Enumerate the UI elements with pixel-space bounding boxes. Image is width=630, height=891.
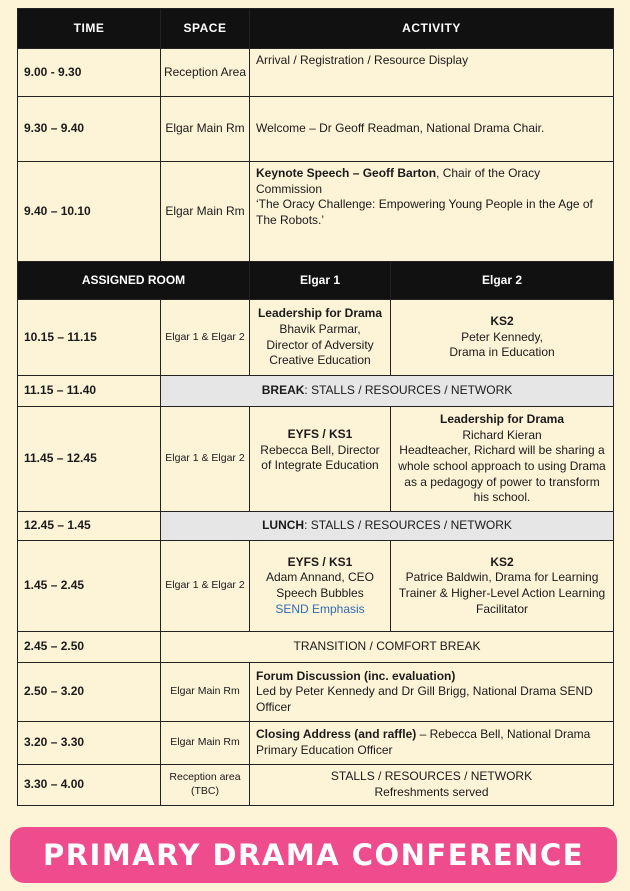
row-activity — [250, 722, 614, 765]
keynote-quote: ‘The Oracy Challenge: Empowering Young People in the Age of The Robots.’ — [256, 197, 593, 227]
forum-title: Forum Discussion (inc. evaluation) — [256, 668, 456, 683]
session-title: EYFS / KS1 — [287, 427, 353, 441]
row-space: Elgar 1 & Elgar 2 — [161, 407, 250, 512]
session-detail: Speech Bubbles — [276, 586, 364, 600]
header-time: TIME — [18, 9, 161, 49]
session-title: KS2 — [490, 314, 514, 329]
elgar1-session — [250, 300, 391, 376]
row-space: Reception Area — [161, 49, 250, 97]
header-elgar1: Elgar 1 — [250, 262, 391, 300]
schedule-table — [17, 8, 614, 806]
row-space: Elgar Main Rm — [161, 162, 250, 262]
table-row — [18, 541, 614, 632]
row-time: 10.15 – 11.15 — [18, 300, 161, 376]
session-speaker: Rebecca Bell, Director of Integrate Education — [260, 442, 380, 473]
session-title: Leadership for Drama — [439, 412, 565, 427]
row-time: 3.20 – 3.30 — [18, 722, 161, 765]
row-space: Elgar Main Rm — [161, 722, 250, 765]
elgar1-session — [250, 541, 391, 632]
lunch-detail: : STALLS / RESOURCES / NETWORK — [304, 518, 512, 533]
keynote-title: Keynote Speech – Geoff Barton — [256, 166, 437, 180]
elgar1-session — [250, 407, 391, 512]
header-row — [18, 9, 614, 49]
break-label: BREAK — [261, 383, 305, 398]
closing-title: Closing Address (and raffle) — [256, 727, 417, 742]
table-row — [18, 376, 614, 407]
closing-detail: – Rebecca Bell, National Drama Primary Education Officer — [256, 727, 591, 757]
send-emphasis-link[interactable]: SEND Emphasis — [275, 601, 365, 616]
table-row — [18, 49, 614, 97]
conference-banner: PRIMARY DRAMA CONFERENCE — [10, 827, 617, 883]
stalls-line: STALLS / RESOURCES / NETWORK — [330, 769, 533, 784]
elgar2-session — [391, 541, 614, 632]
table-row — [18, 97, 614, 162]
session-detail: Creative Education — [269, 353, 371, 368]
forum-detail: Led by Peter Kennedy and Dr Gill Brigg, National Drama SEND Officer — [256, 684, 593, 714]
elgar2-session — [391, 300, 614, 376]
session-speaker: Patrice Baldwin, Drama for Learning Trainer & Higher-Level Action Learning Facilitator — [398, 570, 606, 616]
row-space: Reception area (TBC) — [161, 765, 250, 806]
row-time: 11.45 – 12.45 — [18, 407, 161, 512]
header-activity: ACTIVITY — [250, 9, 614, 49]
row-time: 9.30 – 9.40 — [18, 97, 161, 162]
subheader-row — [18, 262, 614, 300]
table-row — [18, 162, 614, 262]
session-title: Leadership for Drama — [257, 306, 383, 321]
row-time: 9.00 - 9.30 — [18, 49, 161, 97]
session-speaker: Bhavik Parmar, — [279, 321, 361, 336]
row-space: Elgar 1 & Elgar 2 — [161, 300, 250, 376]
row-time: 11.15 – 11.40 — [18, 376, 161, 407]
session-detail: Drama in Education — [449, 345, 555, 360]
table-row — [18, 512, 614, 541]
header-elgar2: Elgar 2 — [391, 262, 614, 300]
table-row — [18, 300, 614, 376]
table-row — [18, 663, 614, 722]
row-space: Elgar Main Rm — [161, 663, 250, 722]
elgar2-session — [391, 407, 614, 512]
lunch-label: LUNCH — [262, 518, 305, 533]
row-activity — [250, 765, 614, 806]
transition-cell: TRANSITION / COMFORT BREAK — [161, 632, 614, 663]
table-row — [18, 722, 614, 765]
row-time: 1.45 – 2.45 — [18, 541, 161, 632]
header-assigned-room: ASSIGNED ROOM — [18, 262, 250, 300]
refreshments-line: Refreshments served — [374, 785, 489, 799]
row-activity — [250, 663, 614, 722]
session-detail: Headteacher, Richard will be sharing a whole school approach to using Drama as a pedagogy of power to transform his school. — [398, 443, 606, 505]
session-speaker: Adam Annand, CEO — [265, 570, 375, 585]
row-activity: Welcome – Dr Geoff Readman, National Drama Chair. — [250, 97, 614, 162]
session-speaker: Peter Kennedy, — [461, 329, 543, 344]
break-detail: : STALLS / RESOURCES / NETWORK — [304, 383, 513, 398]
row-space: Elgar 1 & Elgar 2 — [161, 541, 250, 632]
row-time: 2.45 – 2.50 — [18, 632, 161, 663]
header-space: SPACE — [161, 9, 250, 49]
break-cell — [161, 376, 614, 407]
row-space: Elgar Main Rm — [161, 97, 250, 162]
row-time: 3.30 – 4.00 — [18, 765, 161, 806]
session-speaker: Richard Kieran — [462, 427, 542, 442]
session-title: EYFS / KS1 — [287, 554, 353, 569]
table-row — [18, 632, 614, 663]
row-time: 12.45 – 1.45 — [18, 512, 161, 541]
row-time: 2.50 – 3.20 — [18, 663, 161, 722]
session-title: KS2 — [490, 554, 514, 569]
keynote-role: , Chair of the Oracy Commission — [256, 166, 541, 196]
table-row — [18, 765, 614, 806]
table-row — [18, 407, 614, 512]
session-detail: Director of Adversity — [266, 337, 374, 352]
row-activity — [250, 162, 614, 262]
row-time: 9.40 – 10.10 — [18, 162, 161, 262]
lunch-cell — [161, 512, 614, 541]
row-activity: Arrival / Registration / Resource Display — [250, 49, 614, 97]
